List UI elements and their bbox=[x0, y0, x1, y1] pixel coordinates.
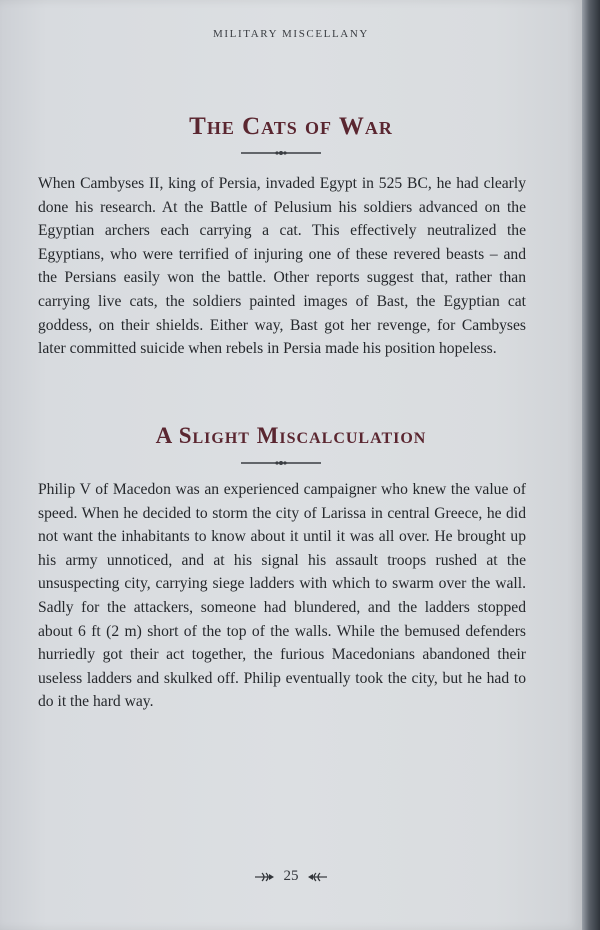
running-head: MILITARY MISCELLANY bbox=[213, 28, 369, 40]
page-number: 25 bbox=[283, 868, 299, 885]
section-body-slight-miscalculation: Philip V of Macedon was an experienced campaigner who knew the value of speed. When he decided to storm the city of Larissa in central Greece, he did not want the inhabitants to know about it until it was all over. He brought up his army unnoticed, and at his signal his assault troops rushed at the unsuspecting city, carrying siege ladders with which to swarm over the wall. Sadly for the attackers, someone had blundered, and the ladders stopped about 6 ft (2 m) short of the top of the walls. While the bemused defenders hurriedly got their act together, the furious Macedonians abandoned their useless ladders and skulked off. Philip eventually took the city, but he had to do it the hard way. bbox=[38, 481, 526, 711]
fleuron-right-icon bbox=[306, 871, 328, 883]
heading-ornament-rule bbox=[241, 150, 321, 156]
section-body-cats-of-war: When Cambyses II, king of Persia, invaded Egypt in 525 BC, he had clearly done his research. At the Battle of Pelusium his soldiers advanced on the Egyptian archers each carrying a cat. This effectively neutralized the Egyptians, who were terrified of injuring one of these revered beasts – and the Persians easily won the battle. Other reports suggest that, rather than carrying live cats, the soldiers painted images of Bast, the Egyptian cat goddess, on their shields. Either way, Bast got her revenge, for Cambyses later committed suicide when rebels in Persia made his position hopeless. bbox=[38, 175, 526, 358]
fleuron-left-icon bbox=[254, 871, 276, 883]
page-footer bbox=[0, 868, 582, 885]
heading-ornament-rule bbox=[241, 460, 321, 466]
section-heading-slight-miscalculation: A Slight Miscalculation bbox=[155, 423, 427, 448]
section-heading-cats-of-war: The Cats of War bbox=[189, 113, 393, 140]
book-page-edge bbox=[582, 0, 600, 930]
